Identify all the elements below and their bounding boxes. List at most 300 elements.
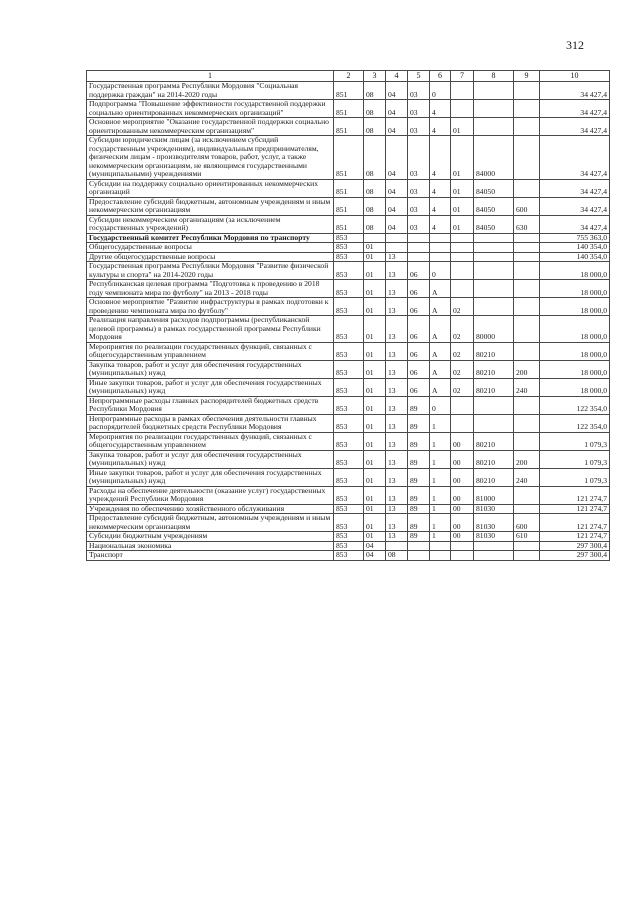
code-cell-c3: 08 (364, 197, 386, 215)
code-cell-c8 (474, 541, 514, 551)
row-name-cell: Государственная программа Республики Мордовия "Развитие физической культуры и спорта" на 2014-2020 годы (87, 262, 334, 280)
code-cell-c2: 851 (334, 100, 364, 118)
code-cell-c7: 00 (451, 504, 474, 514)
row-name-cell: Субсидии юридическим лицам (за исключением субсидий государственным учреждениям), индивидуальным предпринимателям, физическим лицам - производителям товаров, работ, услуг, а также некоммерческим организациям, не являющимся государственными (муниципальными) учреждениями (87, 136, 334, 180)
code-cell-c7: 01 (451, 136, 474, 180)
amount-cell: 1 079,3 (540, 468, 610, 486)
code-cell-c3: 01 (364, 504, 386, 514)
code-cell-c8 (474, 243, 514, 253)
row-name-cell: Национальная экономика (87, 541, 334, 551)
code-cell-c7 (451, 262, 474, 280)
budget-table-container (86, 70, 609, 561)
code-cell-c5: 06 (408, 360, 430, 378)
code-cell-c7: 01 (451, 118, 474, 136)
row-name-cell: Субсидии некоммерческим организациям (за исключением государственных учреждений) (87, 215, 334, 233)
table-row (87, 514, 610, 532)
code-cell-c6: 1 (430, 504, 451, 514)
row-name-cell: Мероприятия по реализации государственных функций, связанных с общегосударственным управлением (87, 432, 334, 450)
amount-cell: 121 274,7 (540, 514, 610, 532)
row-name-cell: Предоставление субсидий бюджетным, автономным учреждениям и иным некоммерческим организациям (87, 197, 334, 215)
code-cell-c4 (386, 233, 408, 243)
code-cell-c9 (514, 118, 540, 136)
amount-cell: 121 274,7 (540, 532, 610, 542)
code-cell-c4: 13 (386, 432, 408, 450)
code-cell-c8: 81030 (474, 514, 514, 532)
code-cell-c2: 853 (334, 514, 364, 532)
row-name-cell: Транспорт (87, 551, 334, 561)
column-header: 6 (430, 71, 451, 82)
code-cell-c4: 04 (386, 136, 408, 180)
code-cell-c4 (386, 243, 408, 253)
table-row (87, 118, 610, 136)
code-cell-c4: 04 (386, 179, 408, 197)
code-cell-c8: 84050 (474, 215, 514, 233)
code-cell-c9 (514, 280, 540, 298)
code-cell-c2: 851 (334, 118, 364, 136)
code-cell-c6: 1 (430, 514, 451, 532)
code-cell-c9 (514, 233, 540, 243)
amount-cell: 34 427,4 (540, 82, 610, 100)
code-cell-c4: 13 (386, 532, 408, 542)
code-cell-c7: 00 (451, 432, 474, 450)
code-cell-c3: 08 (364, 118, 386, 136)
code-cell-c3: 01 (364, 342, 386, 360)
code-cell-c4: 04 (386, 215, 408, 233)
table-header-row (87, 71, 610, 82)
code-cell-c5: 06 (408, 262, 430, 280)
code-cell-c3: 01 (364, 414, 386, 432)
table-row (87, 82, 610, 100)
code-cell-c2: 853 (334, 396, 364, 414)
code-cell-c9 (514, 316, 540, 343)
code-cell-c4: 04 (386, 118, 408, 136)
code-cell-c7: 02 (451, 316, 474, 343)
amount-cell: 297 300,4 (540, 541, 610, 551)
code-cell-c8 (474, 298, 514, 316)
code-cell-c4: 13 (386, 252, 408, 262)
code-cell-c4: 04 (386, 197, 408, 215)
amount-cell: 140 354,0 (540, 243, 610, 253)
amount-cell: 1 079,3 (540, 450, 610, 468)
amount-cell: 34 427,4 (540, 100, 610, 118)
code-cell-c6: 0 (430, 262, 451, 280)
table-row (87, 532, 610, 542)
code-cell-c5: 06 (408, 298, 430, 316)
table-row (87, 136, 610, 180)
code-cell-c8 (474, 118, 514, 136)
code-cell-c8: 80210 (474, 360, 514, 378)
code-cell-c3: 01 (364, 298, 386, 316)
amount-cell: 18 000,0 (540, 378, 610, 396)
code-cell-c6: 1 (430, 532, 451, 542)
code-cell-c4: 13 (386, 280, 408, 298)
table-row (87, 197, 610, 215)
code-cell-c4: 08 (386, 551, 408, 561)
amount-cell: 1 079,3 (540, 432, 610, 450)
code-cell-c6: 1 (430, 414, 451, 432)
code-cell-c6: 4 (430, 179, 451, 197)
code-cell-c2: 853 (334, 532, 364, 542)
row-name-cell: Непрограммные расходы в рамках обеспечения деятельности главных распорядителей бюджетных средств Республики Мордовия (87, 414, 334, 432)
code-cell-c3: 08 (364, 136, 386, 180)
code-cell-c4: 13 (386, 262, 408, 280)
code-cell-c6: А (430, 378, 451, 396)
amount-cell: 18 000,0 (540, 342, 610, 360)
code-cell-c2: 853 (334, 378, 364, 396)
amount-cell: 34 427,4 (540, 118, 610, 136)
code-cell-c7: 00 (451, 450, 474, 468)
table-row (87, 179, 610, 197)
table-row (87, 342, 610, 360)
code-cell-c2: 853 (334, 298, 364, 316)
code-cell-c9 (514, 414, 540, 432)
row-name-cell: Общегосударственные вопросы (87, 243, 334, 253)
code-cell-c5: 03 (408, 136, 430, 180)
table-row (87, 360, 610, 378)
code-cell-c7 (451, 82, 474, 100)
row-name-cell: Закупка товаров, работ и услуг для обеспечения государственных (муниципальных) нужд (87, 450, 334, 468)
table-row (87, 450, 610, 468)
code-cell-c6: 4 (430, 197, 451, 215)
code-cell-c9: 600 (514, 197, 540, 215)
amount-cell: 18 000,0 (540, 280, 610, 298)
column-header: 3 (364, 71, 386, 82)
code-cell-c7 (451, 252, 474, 262)
code-cell-c5: 89 (408, 486, 430, 504)
code-cell-c8 (474, 100, 514, 118)
table-row (87, 100, 610, 118)
code-cell-c3: 01 (364, 378, 386, 396)
code-cell-c4: 13 (386, 378, 408, 396)
code-cell-c8: 81030 (474, 532, 514, 542)
row-name-cell: Основное мероприятие "Оказание государственной поддержки социально ориентированным некоммерческим организациям" (87, 118, 334, 136)
code-cell-c2: 853 (334, 541, 364, 551)
row-name-cell: Закупка товаров, работ и услуг для обеспечения государственных (муниципальных) нужд (87, 360, 334, 378)
code-cell-c5 (408, 233, 430, 243)
row-name-cell: Расходы на обеспечение деятельности (оказание услуг) государственных учреждений Республики Мордовия (87, 486, 334, 504)
code-cell-c2: 851 (334, 197, 364, 215)
code-cell-c9: 610 (514, 532, 540, 542)
code-cell-c6: 1 (430, 468, 451, 486)
amount-cell: 122 354,0 (540, 396, 610, 414)
code-cell-c5: 06 (408, 280, 430, 298)
row-name-cell: Непрограммные расходы главных распорядителей бюджетных средств Республики Мордовия (87, 396, 334, 414)
code-cell-c8 (474, 414, 514, 432)
code-cell-c8: 80210 (474, 432, 514, 450)
code-cell-c5: 89 (408, 532, 430, 542)
code-cell-c7: 00 (451, 514, 474, 532)
code-cell-c8: 80210 (474, 378, 514, 396)
row-name-cell: Республиканская целевая программа "Подготовка к проведению в 2018 году чемпионата мира по футболу" на 2013 - 2018 годы (87, 280, 334, 298)
column-header: 7 (451, 71, 474, 82)
code-cell-c2: 853 (334, 414, 364, 432)
table-row (87, 243, 610, 253)
code-cell-c3: 01 (364, 280, 386, 298)
code-cell-c6: А (430, 316, 451, 343)
code-cell-c8: 81030 (474, 504, 514, 514)
amount-cell: 121 274,7 (540, 486, 610, 504)
code-cell-c9 (514, 100, 540, 118)
amount-cell: 18 000,0 (540, 298, 610, 316)
code-cell-c5: 89 (408, 504, 430, 514)
amount-cell: 34 427,4 (540, 215, 610, 233)
row-name-cell: Другие общегосударственные вопросы (87, 252, 334, 262)
table-row (87, 378, 610, 396)
code-cell-c5: 89 (408, 396, 430, 414)
code-cell-c7: 02 (451, 360, 474, 378)
code-cell-c5: 89 (408, 432, 430, 450)
code-cell-c7 (451, 280, 474, 298)
code-cell-c3: 04 (364, 541, 386, 551)
code-cell-c6 (430, 252, 451, 262)
code-cell-c2: 853 (334, 252, 364, 262)
table-row (87, 468, 610, 486)
column-header: 1 (87, 71, 334, 82)
code-cell-c8: 81000 (474, 486, 514, 504)
amount-cell: 297 300,4 (540, 551, 610, 561)
code-cell-c3: 01 (364, 252, 386, 262)
table-row (87, 280, 610, 298)
code-cell-c6: 4 (430, 136, 451, 180)
code-cell-c9 (514, 252, 540, 262)
code-cell-c3: 04 (364, 551, 386, 561)
code-cell-c7 (451, 233, 474, 243)
code-cell-c2: 853 (334, 360, 364, 378)
code-cell-c4: 13 (386, 486, 408, 504)
code-cell-c7: 02 (451, 378, 474, 396)
row-name-cell: Иные закупки товаров, работ и услуг для обеспечения государственных (муниципальных) нужд (87, 468, 334, 486)
code-cell-c7 (451, 243, 474, 253)
code-cell-c9 (514, 486, 540, 504)
amount-cell: 18 000,0 (540, 262, 610, 280)
code-cell-c4: 13 (386, 514, 408, 532)
code-cell-c7 (451, 541, 474, 551)
code-cell-c2: 853 (334, 450, 364, 468)
code-cell-c3: 01 (364, 360, 386, 378)
code-cell-c2: 851 (334, 136, 364, 180)
code-cell-c6 (430, 551, 451, 561)
page-number: 312 (566, 38, 584, 52)
column-header: 2 (334, 71, 364, 82)
code-cell-c9 (514, 551, 540, 561)
code-cell-c8: 84000 (474, 136, 514, 180)
column-header: 10 (540, 71, 610, 82)
column-header: 5 (408, 71, 430, 82)
code-cell-c5: 06 (408, 378, 430, 396)
row-name-cell: Иные закупки товаров, работ и услуг для обеспечения государственных (муниципальных) нужд (87, 378, 334, 396)
code-cell-c8 (474, 82, 514, 100)
code-cell-c4: 13 (386, 316, 408, 343)
amount-cell: 34 427,4 (540, 197, 610, 215)
code-cell-c6 (430, 233, 451, 243)
code-cell-c9: 240 (514, 468, 540, 486)
code-cell-c2: 853 (334, 432, 364, 450)
code-cell-c8 (474, 262, 514, 280)
row-name-cell: Основное мероприятие "Развитие инфраструктуры в рамках подготовки к проведению чемпионата мира по футболу" (87, 298, 334, 316)
code-cell-c7: 00 (451, 532, 474, 542)
code-cell-c3: 01 (364, 262, 386, 280)
code-cell-c7: 02 (451, 342, 474, 360)
table-row (87, 262, 610, 280)
code-cell-c6: А (430, 342, 451, 360)
amount-cell: 140 354,0 (540, 252, 610, 262)
code-cell-c9: 200 (514, 360, 540, 378)
code-cell-c2: 853 (334, 468, 364, 486)
code-cell-c2: 853 (334, 486, 364, 504)
code-cell-c7: 00 (451, 486, 474, 504)
code-cell-c6: 1 (430, 450, 451, 468)
code-cell-c5: 03 (408, 100, 430, 118)
code-cell-c6 (430, 243, 451, 253)
amount-cell: 122 354,0 (540, 414, 610, 432)
code-cell-c5: 89 (408, 468, 430, 486)
table-body (87, 82, 610, 561)
code-cell-c5: 06 (408, 316, 430, 343)
code-cell-c8 (474, 280, 514, 298)
code-cell-c4: 13 (386, 342, 408, 360)
code-cell-c2: 853 (334, 243, 364, 253)
code-cell-c7 (451, 414, 474, 432)
row-name-cell: Государственный комитет Республики Мордовия по транспорту (87, 233, 334, 243)
code-cell-c3: 08 (364, 179, 386, 197)
amount-cell: 121 274,7 (540, 504, 610, 514)
row-name-cell: Субсидии на поддержку социально ориентированных некоммерческих организаций (87, 179, 334, 197)
code-cell-c3: 01 (364, 450, 386, 468)
code-cell-c7 (451, 100, 474, 118)
code-cell-c3: 08 (364, 82, 386, 100)
code-cell-c5: 03 (408, 197, 430, 215)
code-cell-c4: 13 (386, 450, 408, 468)
code-cell-c2: 853 (334, 233, 364, 243)
code-cell-c2: 851 (334, 179, 364, 197)
code-cell-c9 (514, 432, 540, 450)
code-cell-c5 (408, 541, 430, 551)
code-cell-c8: 84050 (474, 197, 514, 215)
code-cell-c2: 851 (334, 82, 364, 100)
code-cell-c6: 0 (430, 82, 451, 100)
code-cell-c7 (451, 551, 474, 561)
code-cell-c9 (514, 243, 540, 253)
code-cell-c5: 03 (408, 118, 430, 136)
code-cell-c4: 04 (386, 82, 408, 100)
row-name-cell: Реализация направления расходов подпрограммы (республиканской целевой программы) в рамках государственной программы Республики Мордовия (87, 316, 334, 343)
row-name-cell: Субсидии бюджетным учреждениям (87, 532, 334, 542)
code-cell-c4: 13 (386, 360, 408, 378)
table-row (87, 316, 610, 343)
code-cell-c6: 0 (430, 396, 451, 414)
code-cell-c6: 4 (430, 215, 451, 233)
code-cell-c7: 01 (451, 215, 474, 233)
table-row (87, 486, 610, 504)
code-cell-c9 (514, 136, 540, 180)
code-cell-c8: 80210 (474, 342, 514, 360)
code-cell-c8 (474, 252, 514, 262)
table-row (87, 396, 610, 414)
table-row (87, 432, 610, 450)
code-cell-c4: 13 (386, 414, 408, 432)
amount-cell: 34 427,4 (540, 179, 610, 197)
code-cell-c9: 630 (514, 215, 540, 233)
code-cell-c8: 80210 (474, 468, 514, 486)
column-header: 4 (386, 71, 408, 82)
table-row (87, 414, 610, 432)
code-cell-c8 (474, 233, 514, 243)
table-row (87, 215, 610, 233)
code-cell-c6 (430, 541, 451, 551)
row-name-cell: Учреждения по обеспечению хозяйственного обслуживания (87, 504, 334, 514)
code-cell-c3: 01 (364, 432, 386, 450)
code-cell-c9 (514, 504, 540, 514)
code-cell-c9 (514, 82, 540, 100)
code-cell-c3: 08 (364, 100, 386, 118)
code-cell-c2: 853 (334, 504, 364, 514)
code-cell-c2: 853 (334, 551, 364, 561)
code-cell-c6: 1 (430, 486, 451, 504)
code-cell-c6: 1 (430, 432, 451, 450)
table-row (87, 541, 610, 551)
code-cell-c3: 01 (364, 486, 386, 504)
code-cell-c5: 03 (408, 179, 430, 197)
code-cell-c5: 03 (408, 82, 430, 100)
row-name-cell: Мероприятия по реализации государственных функций, связанных с общегосударственным управлением (87, 342, 334, 360)
code-cell-c4: 13 (386, 298, 408, 316)
code-cell-c9: 600 (514, 514, 540, 532)
code-cell-c2: 853 (334, 280, 364, 298)
code-cell-c8 (474, 551, 514, 561)
code-cell-c7: 00 (451, 468, 474, 486)
amount-cell: 18 000,0 (540, 360, 610, 378)
code-cell-c9 (514, 179, 540, 197)
code-cell-c4: 13 (386, 468, 408, 486)
code-cell-c5: 03 (408, 215, 430, 233)
code-cell-c5 (408, 243, 430, 253)
amount-cell: 755 363,0 (540, 233, 610, 243)
code-cell-c3: 01 (364, 514, 386, 532)
code-cell-c6: 4 (430, 100, 451, 118)
amount-cell: 18 000,0 (540, 316, 610, 343)
code-cell-c9 (514, 541, 540, 551)
code-cell-c7: 02 (451, 298, 474, 316)
code-cell-c6: А (430, 360, 451, 378)
code-cell-c5: 89 (408, 450, 430, 468)
table-row (87, 298, 610, 316)
code-cell-c9 (514, 342, 540, 360)
code-cell-c8: 84050 (474, 179, 514, 197)
code-cell-c5 (408, 551, 430, 561)
row-name-cell: Предоставление субсидий бюджетным, автономным учреждениям и иным некоммерческим организациям (87, 514, 334, 532)
code-cell-c4: 13 (386, 396, 408, 414)
code-cell-c5: 89 (408, 514, 430, 532)
code-cell-c6: А (430, 298, 451, 316)
code-cell-c3: 01 (364, 468, 386, 486)
code-cell-c9 (514, 396, 540, 414)
code-cell-c3: 01 (364, 316, 386, 343)
column-header: 9 (514, 71, 540, 82)
code-cell-c6: 4 (430, 118, 451, 136)
code-cell-c4: 13 (386, 504, 408, 514)
code-cell-c3: 01 (364, 532, 386, 542)
code-cell-c5 (408, 252, 430, 262)
code-cell-c9 (514, 262, 540, 280)
code-cell-c8: 80000 (474, 316, 514, 343)
code-cell-c5: 06 (408, 342, 430, 360)
code-cell-c4: 04 (386, 100, 408, 118)
code-cell-c2: 851 (334, 215, 364, 233)
column-header: 8 (474, 71, 514, 82)
code-cell-c2: 853 (334, 342, 364, 360)
row-name-cell: Государственная программа Республики Мордовия "Социальная поддержка граждан" на 2014-2020 годы (87, 82, 334, 100)
code-cell-c3: 01 (364, 396, 386, 414)
